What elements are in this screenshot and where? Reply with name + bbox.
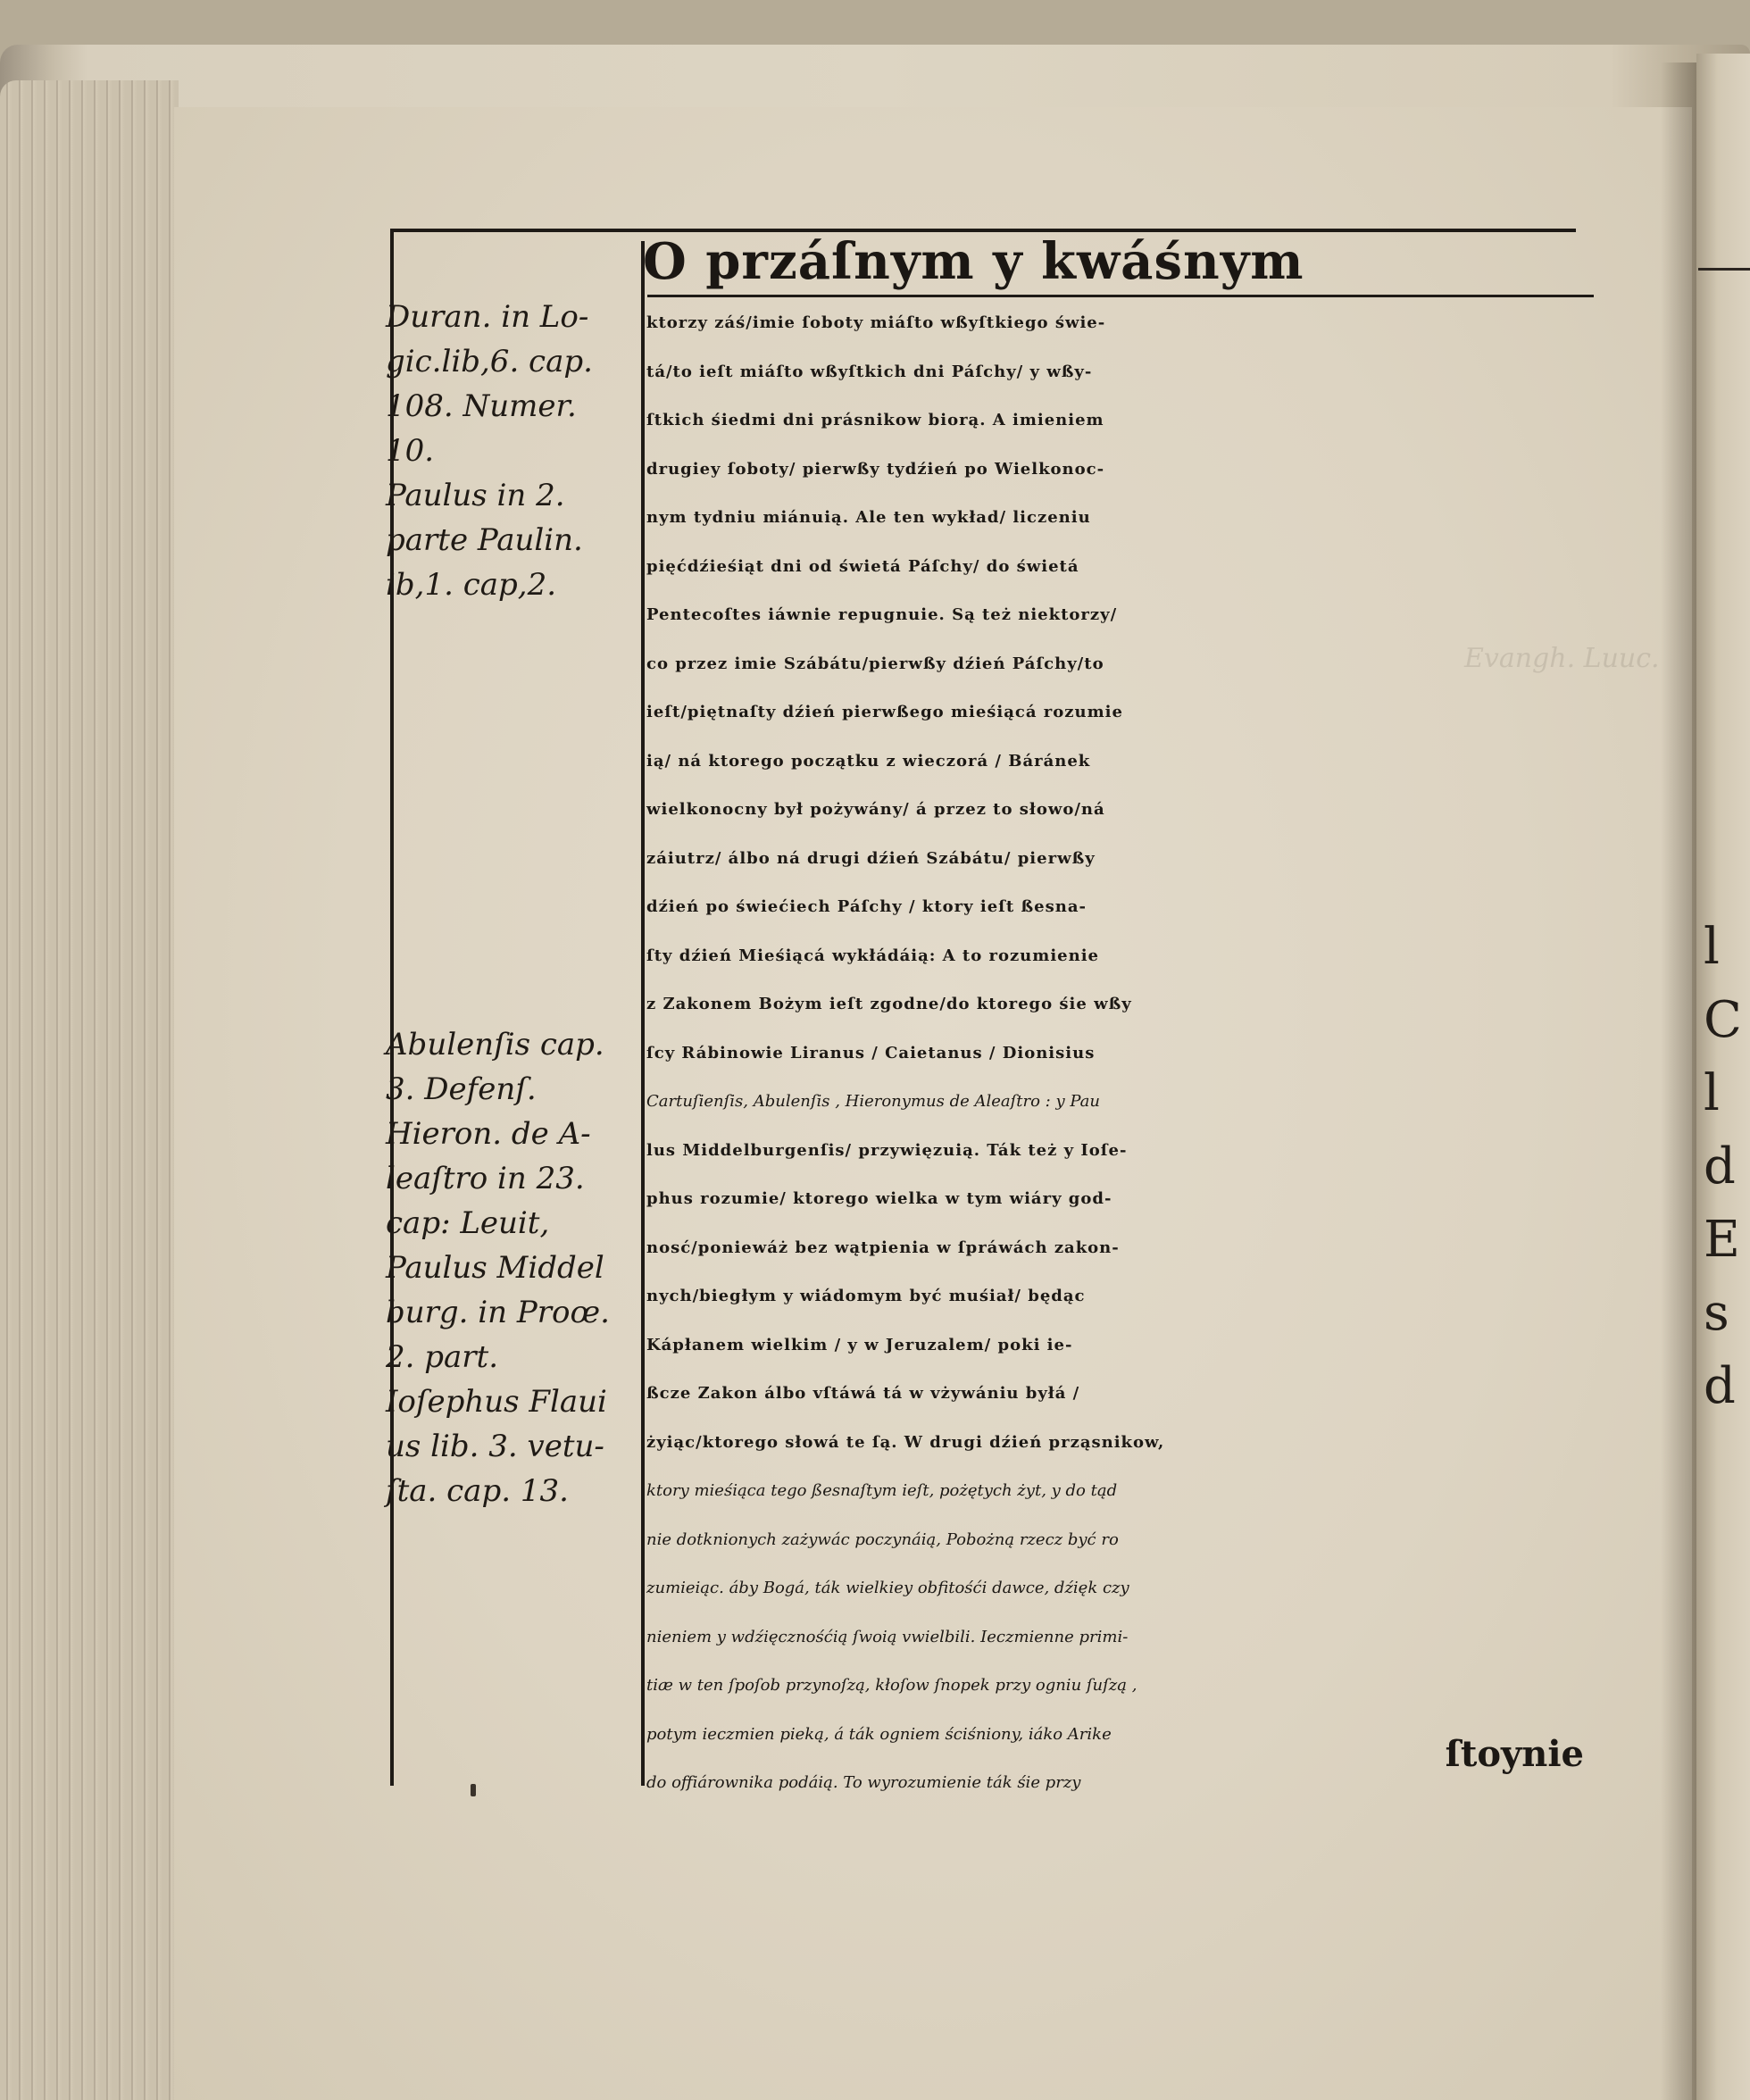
text-line: ktory mieśiąca tego ßesnaſtym ieſt, pożętych żyt, y do tąd <box>646 1481 1118 1500</box>
text-line: dźień po świećiech Páſchy / ktory ieſt ßesna- <box>646 897 1087 916</box>
text-line: tiæ w ten ſpoſob przynoſzą, kłoſow ſnopek przy ogniu ſuſzą , <box>646 1676 1138 1695</box>
facing-page-edge <box>1696 54 1750 2100</box>
text-line: Pentecoſtes iáwnie repugnuie. Są też niektorzy/ <box>646 605 1118 624</box>
margin-note-line: Paulus Middel <box>386 1250 604 1286</box>
spine-shadow <box>1661 62 1701 2100</box>
text-line: ią/ ná ktorego początku z wieczorá / Báránek <box>646 751 1091 771</box>
text-line: Kápłanem wielkim / y w Jeruzalem/ poki ie- <box>646 1335 1073 1354</box>
text-line: nie dotknionych zażywác poczynáią, Pobożną rzecz być ro <box>646 1529 1119 1549</box>
text-line: ſcy Rábinowie Liranus / Caietanus / Dionisius <box>646 1043 1096 1062</box>
column-rule <box>641 241 645 1786</box>
text-line: do offiárownika podáią. To wyrozumienie ták śie przy <box>646 1773 1081 1792</box>
text-line: tá/to ieſt miáſto wßyſtkich dni Páſchy/ y wßy- <box>646 362 1093 381</box>
main-text-block <box>646 299 1593 1808</box>
text-line: potym ieczmien pieką, á ták ogniem ściśniony, iáko Arike <box>646 1724 1112 1744</box>
text-line: záiutrz/ álbo ná drugi dźień Szábátu/ pierwßy <box>646 848 1096 868</box>
text-line: ſty dźień Mieśiącá wykłádáią: A to rozumienie <box>646 946 1099 965</box>
text-line: zumieiąc. áby Bogá, ták wielkiey obfitośći dawce, dźięk czy <box>646 1579 1129 1597</box>
margin-note-line: burg. in Proœ. <box>386 1295 610 1330</box>
margin-note-line: Duran. in Lo- <box>386 299 589 335</box>
show-through-text: Evangh. Luuc. <box>1464 643 1660 674</box>
text-line: ieſt/piętnaſty dźień pierwßego mieśiącá rozumie <box>646 703 1123 721</box>
margin-note-line: 108. Numer. <box>386 388 577 424</box>
facing-page-letters: l C l d E s d <box>1704 918 1740 1415</box>
text-line: nieniem y wdźięcznośćią ſwoią vwielbili. Ieczmienne primi- <box>646 1627 1129 1646</box>
text-line: phus rozumie/ ktorego wielka w tym wiáry god- <box>646 1189 1112 1208</box>
margin-note-line: Abulenſis cap. <box>386 1027 604 1062</box>
margin-note-line: parte Paulin. <box>386 522 583 558</box>
margin-note-line: Ioſephus Flaui <box>386 1384 607 1420</box>
ink-mark <box>471 1784 476 1796</box>
margin-note-line: Paulus in 2. <box>386 478 565 513</box>
text-line: wielkonocny był pożywány/ á przez to słowo/ná <box>646 800 1105 819</box>
text-line: pięćdźieśiąt dni od świetá Páſchy/ do świetá <box>646 556 1079 576</box>
text-line: nosć/poniewáż bez wątpienia w ſpráwách zakon- <box>646 1238 1120 1257</box>
text-line: nych/biegłym y wiádomym być muśiał/ będąc <box>646 1287 1086 1305</box>
text-line: żyiąc/ktorego słowá te ſą. W drugi dźień prząsnikow, <box>646 1432 1165 1452</box>
margin-note-line: us lib. 3. vetu- <box>386 1429 604 1464</box>
margin-note-line: gic.lib,6. cap. <box>386 344 593 379</box>
text-line: lus Middelburgenſis/ przywięzuią. Ták też y Ioſe- <box>646 1140 1128 1160</box>
margin-note-duran <box>386 295 620 607</box>
text-line: nym tydniu miánuią. Ale ten wykład/ liczeniu <box>646 508 1091 527</box>
text-line: Cartuſienſis, Abulenſis , Hieronymus de Aleaſtro : y Pau <box>646 1092 1100 1111</box>
margin-note-line: ib,1. cap,2. <box>386 567 557 603</box>
margin-note-abulensis <box>386 1022 620 1513</box>
text-line: ktorzy záś/imie ſoboty miáſto wßyſtkiego świe- <box>646 313 1106 332</box>
text-line: co przez imie Szábátu/pierwßy dźień Páſchy/to <box>646 654 1104 673</box>
text-line: z Zakonem Bożym ieſt zgodne/do ktorego śie wßy <box>646 995 1132 1013</box>
text-line: ſtkich śiedmi dni prásnikow biorą. A imieniem <box>646 411 1104 429</box>
margin-note-line: Hieron. de A- <box>386 1116 591 1152</box>
catchword: ſtoynie <box>1445 1733 1584 1775</box>
page-heading: O przáſnym y kwáśnym <box>643 232 1304 291</box>
facing-page-rule <box>1698 268 1750 271</box>
margin-note-line: leaſtro in 23. <box>386 1161 585 1196</box>
text-line: ßcze Zakon álbo vſtáwá tá w vżywániu byłá / <box>646 1384 1080 1403</box>
page-edges <box>0 80 179 2100</box>
text-line: drugiey ſoboty/ pierwßy tydźień po Wielkonoc- <box>646 459 1105 479</box>
margin-note-line: ſta. cap. 13. <box>386 1473 569 1509</box>
margin-note-line: 10. <box>386 433 435 469</box>
margin-note-line: 2. part. <box>386 1339 499 1375</box>
margin-note-line: 3. Defenſ. <box>386 1071 537 1107</box>
margin-note-line: cap: Leuit, <box>386 1205 550 1241</box>
